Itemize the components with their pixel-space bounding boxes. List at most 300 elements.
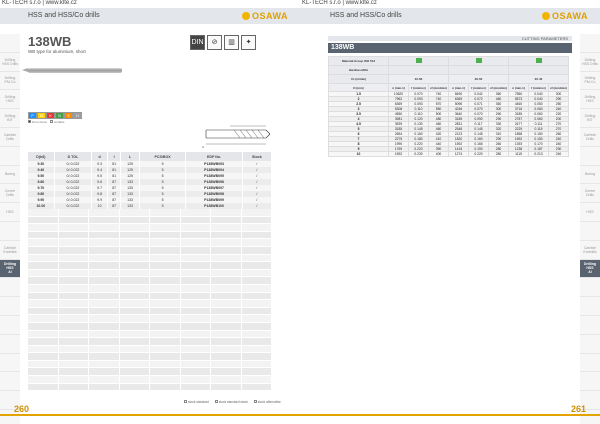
side-tab[interactable]: HSS (580, 203, 600, 222)
empty-row (28, 277, 272, 285)
table-cell: 460 (489, 97, 509, 102)
empty-cell (120, 376, 151, 383)
empty-cell (242, 315, 273, 322)
table-cell: 6369 (389, 102, 409, 107)
empty-cell (211, 247, 242, 254)
table-cell: / (242, 203, 271, 209)
legend-dot-icon (28, 120, 31, 123)
side-tab[interactable]: Drilling HSS Al (580, 260, 600, 279)
side-tab[interactable] (0, 222, 20, 241)
green-box-icon (536, 58, 542, 63)
side-tab[interactable] (0, 354, 20, 373)
side-tabs (580, 34, 600, 424)
empty-cell (120, 346, 151, 353)
table-cell: 3981 (389, 117, 409, 122)
table-cell: 360 (489, 102, 509, 107)
side-tab[interactable] (0, 278, 20, 297)
table-cell: 2654 (389, 132, 409, 137)
empty-row (28, 384, 272, 392)
table-cell: 0/-0.022 (54, 185, 91, 191)
table-cell: 81 (108, 161, 121, 167)
side-tab[interactable]: Drilling HSS Al (0, 260, 20, 279)
side-tab[interactable] (580, 34, 600, 53)
empty-cell (211, 277, 242, 284)
table-cell: P138WB095 (186, 173, 242, 179)
table-cell: 125 (121, 167, 140, 173)
empty-cell (28, 239, 59, 246)
table-cell: 9.6 (92, 179, 108, 185)
table-cell: 8 (329, 142, 389, 147)
table-cell: / (242, 179, 271, 185)
table-cell: 81 (108, 173, 121, 179)
empty-cell (59, 217, 90, 224)
legend-suitable-label: suitable (54, 120, 65, 124)
table-cell: 0.130 (409, 122, 429, 127)
table-cell: 270 (549, 127, 569, 132)
table-cell: 9.8 (92, 191, 108, 197)
empty-cell (181, 217, 212, 224)
empty-row (28, 293, 272, 301)
table-cell: 2275 (389, 137, 409, 142)
table-cell: 5 (139, 203, 186, 209)
table-cell: 0/-0.022 (54, 197, 91, 203)
table-cell: 410 (429, 137, 449, 142)
empty-cell (150, 361, 181, 368)
table-cell: 1238 (509, 147, 529, 152)
empty-cell (28, 300, 59, 307)
table-cell: / (242, 191, 271, 197)
green-box-icon (416, 58, 422, 63)
table-cell: P138WB097 (186, 185, 242, 191)
side-tab[interactable] (0, 34, 20, 53)
table-cell: 9.30 (28, 161, 54, 167)
table-cell: 1858 (509, 132, 529, 137)
empty-cell (242, 331, 273, 338)
table-cell: 740 (429, 97, 449, 102)
table-cell: 10 (92, 203, 108, 209)
empty-cell (28, 293, 59, 300)
empty-cell (150, 247, 181, 254)
empty-cell (150, 285, 181, 292)
empty-cell (28, 285, 59, 292)
empty-cell (150, 300, 181, 307)
table-cell: 1592 (389, 152, 409, 157)
column-header: l (108, 152, 121, 161)
empty-cell (150, 293, 181, 300)
stock-legend-2-label: stock standard stock (218, 400, 248, 404)
table-cell: 0.190 (469, 147, 489, 152)
empty-cell (89, 376, 120, 383)
empty-cell (28, 353, 59, 360)
empty-cell (89, 293, 120, 300)
empty-cell (59, 384, 90, 391)
product-code-bar: 138WB (328, 43, 572, 53)
table-cell: 8490 (449, 92, 469, 97)
empty-row (28, 255, 272, 263)
table-cell: 0.111 (529, 122, 549, 127)
table-cell: 250 (549, 102, 569, 107)
table-cell: 260 (489, 142, 509, 147)
side-tab[interactable]: Carbide Drills (580, 128, 600, 147)
side-tab[interactable] (580, 222, 600, 241)
empty-cell (181, 255, 212, 262)
side-tab[interactable]: Drilling HSS Drills (0, 53, 20, 72)
side-tab[interactable]: Drilling HSS Drills (580, 53, 600, 72)
empty-row (28, 300, 272, 308)
table-cell: 2123 (449, 132, 469, 137)
table-cell: 0.220 (409, 142, 429, 147)
empty-cell (28, 376, 59, 383)
table-cell: 570 (429, 102, 449, 107)
table-cell: 240 (549, 137, 569, 142)
table-cell: 10620 (389, 92, 409, 97)
empty-cell (89, 255, 120, 262)
empty-cell (89, 300, 120, 307)
empty-row (28, 353, 272, 361)
table-cell: P138WB096 (186, 179, 242, 185)
table-cell: 4.5 (329, 122, 389, 127)
side-tab[interactable] (0, 147, 20, 166)
table-cell: 1592 (449, 142, 469, 147)
empty-cell (150, 217, 181, 224)
empty-cell (181, 285, 212, 292)
table-cell: 10.00 (28, 203, 54, 209)
table-cell: 9.90 (28, 197, 54, 203)
empty-cell (120, 331, 151, 338)
stock-legend-1 (184, 400, 209, 404)
svg-text:d: d (202, 145, 204, 149)
side-tab[interactable] (580, 297, 600, 316)
empty-cell (89, 232, 120, 239)
empty-cell (211, 217, 242, 224)
table-cell: 1115 (509, 152, 529, 157)
empty-cell (181, 247, 212, 254)
table-cell: 133 (121, 203, 140, 209)
empty-cell (59, 232, 90, 239)
row-label: Vc (m/min) (329, 75, 389, 84)
empty-cell (59, 376, 90, 383)
table-cell: 300 (489, 107, 509, 112)
table-cell: 5 (139, 185, 186, 191)
empty-cell (28, 361, 59, 368)
table-cell: 0.050 (529, 102, 549, 107)
empty-row (28, 239, 272, 247)
table-cell: 5308 (389, 107, 409, 112)
table-cell: 5573 (509, 97, 529, 102)
table-cell: / (242, 185, 271, 191)
empty-cell (28, 224, 59, 231)
empty-cell (181, 361, 212, 368)
empty-cell (28, 338, 59, 345)
empty-cell (150, 308, 181, 315)
table-cell: 0.120 (409, 117, 429, 122)
table-cell: 87 (108, 185, 121, 191)
empty-cell (211, 209, 242, 216)
table-cell: 1.5 (329, 92, 389, 97)
empty-row (28, 315, 272, 323)
empty-cell (150, 232, 181, 239)
column-header: D TOL (54, 152, 91, 161)
table-cell: 0.090 (469, 117, 489, 122)
empty-cell (181, 277, 212, 284)
side-tab[interactable]: Carbide Endmills (580, 241, 600, 260)
table-cell: 390 (429, 147, 449, 152)
table-cell: 360 (489, 92, 509, 97)
empty-cell (89, 368, 120, 375)
empty-cell (150, 376, 181, 383)
empty-cell (120, 224, 151, 231)
product-desc: WB type for aluminium, short (28, 49, 86, 54)
table-cell: 9.60 (28, 179, 54, 185)
sub-header: n (min-1) (509, 84, 529, 92)
empty-cell (59, 239, 90, 246)
side-tab[interactable] (580, 372, 600, 391)
side-tab[interactable]: Drilling BIT (580, 109, 600, 128)
side-tab[interactable]: Boring (0, 166, 20, 185)
empty-cell (89, 262, 120, 269)
table-cell: 9.40 (28, 167, 54, 173)
table-cell: 420 (429, 132, 449, 137)
empty-cell (242, 224, 273, 231)
empty-cell (120, 368, 151, 375)
table-cell: 0.117 (469, 122, 489, 127)
side-tab[interactable] (0, 372, 20, 391)
table-cell: 240 (549, 107, 569, 112)
material-cell (389, 57, 449, 66)
empty-rows (28, 209, 272, 391)
empty-cell (120, 308, 151, 315)
table-cell: 5 (139, 179, 186, 185)
empty-cell (181, 315, 212, 322)
side-tab[interactable]: Drilling PM-Co (0, 72, 20, 91)
empty-cell (150, 224, 181, 231)
table-cell: 0.145 (409, 127, 429, 132)
table-cell: P138WB100 (186, 203, 242, 209)
table-cell: 230 (549, 147, 569, 152)
table-cell: 7 (329, 137, 389, 142)
empty-cell (150, 277, 181, 284)
side-tab[interactable]: Drilling PM-Co (580, 72, 600, 91)
column-header: EDP No. (186, 152, 242, 161)
empty-row (28, 232, 272, 240)
empty-cell (28, 232, 59, 239)
empty-row (28, 361, 272, 369)
table-cell: 400 (429, 152, 449, 157)
empty-cell (150, 239, 181, 246)
table-cell: 5 (329, 127, 389, 132)
row-label: Hardness/Rm (329, 66, 389, 75)
empty-cell (211, 346, 242, 353)
table-cell: 10 (329, 152, 389, 157)
table-cell: 0.071 (469, 102, 489, 107)
side-tab[interactable] (580, 316, 600, 335)
table-cell: 240 (549, 152, 569, 157)
empty-cell (89, 384, 120, 391)
empty-cell (242, 308, 273, 315)
empty-cell (59, 338, 90, 345)
cutting-params-table (328, 56, 569, 157)
empty-row (28, 217, 272, 225)
empty-row (28, 368, 272, 376)
sub-header: f (mm/rev) (409, 84, 429, 92)
table-cell: 0/-0.022 (54, 167, 91, 173)
table-cell: 9.7 (92, 185, 108, 191)
table-cell: 2831 (449, 122, 469, 127)
empty-cell (59, 346, 90, 353)
hardness-cell (449, 66, 509, 75)
table-cell: 3185 (389, 127, 409, 132)
table-cell: 1274 (449, 152, 469, 157)
empty-cell (181, 353, 212, 360)
empty-cell (150, 255, 181, 262)
table-cell: 3640 (449, 112, 469, 117)
empty-cell (211, 315, 242, 322)
table-cell: 0/-0.022 (54, 191, 91, 197)
empty-cell (181, 331, 212, 338)
empty-row (28, 285, 272, 293)
side-tab[interactable]: Carbide Drills (0, 128, 20, 147)
empty-row (28, 331, 272, 339)
table-cell: 0.165 (469, 142, 489, 147)
table-cell: 9.4 (92, 167, 108, 173)
stock-legend-3-label: stock alternative (257, 400, 281, 404)
side-tab[interactable]: Boring (580, 166, 600, 185)
drill-drawing (200, 124, 272, 150)
empty-row (28, 262, 272, 270)
side-tab[interactable] (580, 278, 600, 297)
side-tab[interactable] (580, 335, 600, 354)
side-tab[interactable]: Drilling HSS (580, 90, 600, 109)
empty-cell (59, 262, 90, 269)
table-cell: 0.187 (529, 147, 549, 152)
table-cell: 0.093 (409, 102, 429, 107)
empty-cell (59, 315, 90, 322)
side-tab[interactable]: HSS (0, 203, 20, 222)
empty-cell (150, 262, 181, 269)
side-tab[interactable] (580, 354, 600, 373)
sub-header: vf (mm/min) (489, 85, 507, 90)
empty-cell (181, 293, 212, 300)
table-cell: 87 (108, 197, 121, 203)
side-tab[interactable]: Drilling BIT (0, 109, 20, 128)
table-cell: 0.230 (409, 152, 429, 157)
table-cell: 1393 (509, 142, 529, 147)
side-tab[interactable] (0, 297, 20, 316)
table-cell: 3185 (449, 117, 469, 122)
product-code: 138WB (28, 34, 72, 49)
table-cell: 4460 (509, 102, 529, 107)
table-cell: / (242, 197, 271, 203)
empty-cell (89, 315, 120, 322)
side-tab[interactable]: Carbide Endmills (0, 241, 20, 260)
side-tab[interactable] (0, 335, 20, 354)
table-cell: 87 (108, 179, 121, 185)
table-cell: 9.3 (92, 161, 108, 167)
table-cell: 220 (549, 112, 569, 117)
empty-cell (150, 368, 181, 375)
empty-cell (59, 308, 90, 315)
speed-group: 30-50 (449, 75, 509, 84)
table-cell: 2548 (449, 127, 469, 132)
empty-cell (211, 368, 242, 375)
empty-row (28, 308, 272, 316)
table-cell: 260 (549, 132, 569, 137)
table-cell: 0.160 (409, 132, 429, 137)
empty-cell (89, 353, 120, 360)
empty-row (28, 323, 272, 331)
side-tab[interactable]: Centre Drills (0, 184, 20, 203)
speed-group: 20-40 (509, 75, 569, 84)
empty-cell (181, 262, 212, 269)
table-cell: 1415 (449, 147, 469, 152)
side-tab[interactable]: Centre Drills (580, 184, 600, 203)
empty-cell (120, 293, 151, 300)
legend-first-label: First choice (31, 120, 48, 124)
empty-cell (59, 293, 90, 300)
empty-cell (242, 293, 273, 300)
empty-cell (181, 338, 212, 345)
table-row (329, 152, 569, 157)
speed-group: 40-60 (389, 75, 449, 84)
side-tab[interactable] (0, 316, 20, 335)
empty-cell (59, 209, 90, 216)
empty-cell (181, 232, 212, 239)
table-cell: 2 (329, 97, 389, 102)
table-cell: 0/-0.022 (54, 161, 91, 167)
legend-suitable (50, 120, 64, 124)
empty-cell (181, 209, 212, 216)
empty-cell (242, 323, 273, 330)
table-cell: 0.150 (529, 137, 549, 142)
empty-cell (89, 209, 120, 216)
sub-header: n (min-1) (389, 84, 409, 92)
empty-cell (242, 300, 273, 307)
hardness-cell (389, 66, 449, 75)
sun-icon (542, 12, 550, 20)
table-cell: 9.50 (28, 173, 54, 179)
table-cell: 0.220 (469, 152, 489, 157)
empty-row (28, 247, 272, 255)
spec-table (28, 152, 272, 209)
side-tab[interactable]: Drilling HSS (0, 90, 20, 109)
table-cell: 0.093 (409, 97, 429, 102)
shank-icon: ▥ (224, 35, 239, 50)
table-cell: 5096 (449, 102, 469, 107)
table-cell: 290 (489, 117, 509, 122)
table-cell: 125 (121, 173, 140, 179)
empty-cell (28, 308, 59, 315)
empty-cell (242, 255, 273, 262)
empty-cell (28, 277, 59, 284)
legend-box-icon (215, 400, 218, 403)
table-cell: 0.115 (529, 127, 549, 132)
header-title: HSS and HSS/Co drills (28, 12, 100, 19)
table-cell: 290 (489, 137, 509, 142)
side-tab[interactable] (580, 147, 600, 166)
empty-row (28, 346, 272, 354)
empty-cell (120, 384, 151, 391)
empty-cell (89, 239, 120, 246)
table-cell: 0/-0.022 (54, 203, 91, 209)
material-cell: P (28, 112, 37, 119)
empty-cell (181, 239, 212, 246)
empty-cell (120, 217, 151, 224)
empty-cell (120, 353, 151, 360)
table-cell: 6369 (449, 97, 469, 102)
empty-cell (120, 247, 151, 254)
empty-cell (120, 338, 151, 345)
empty-cell (89, 361, 120, 368)
